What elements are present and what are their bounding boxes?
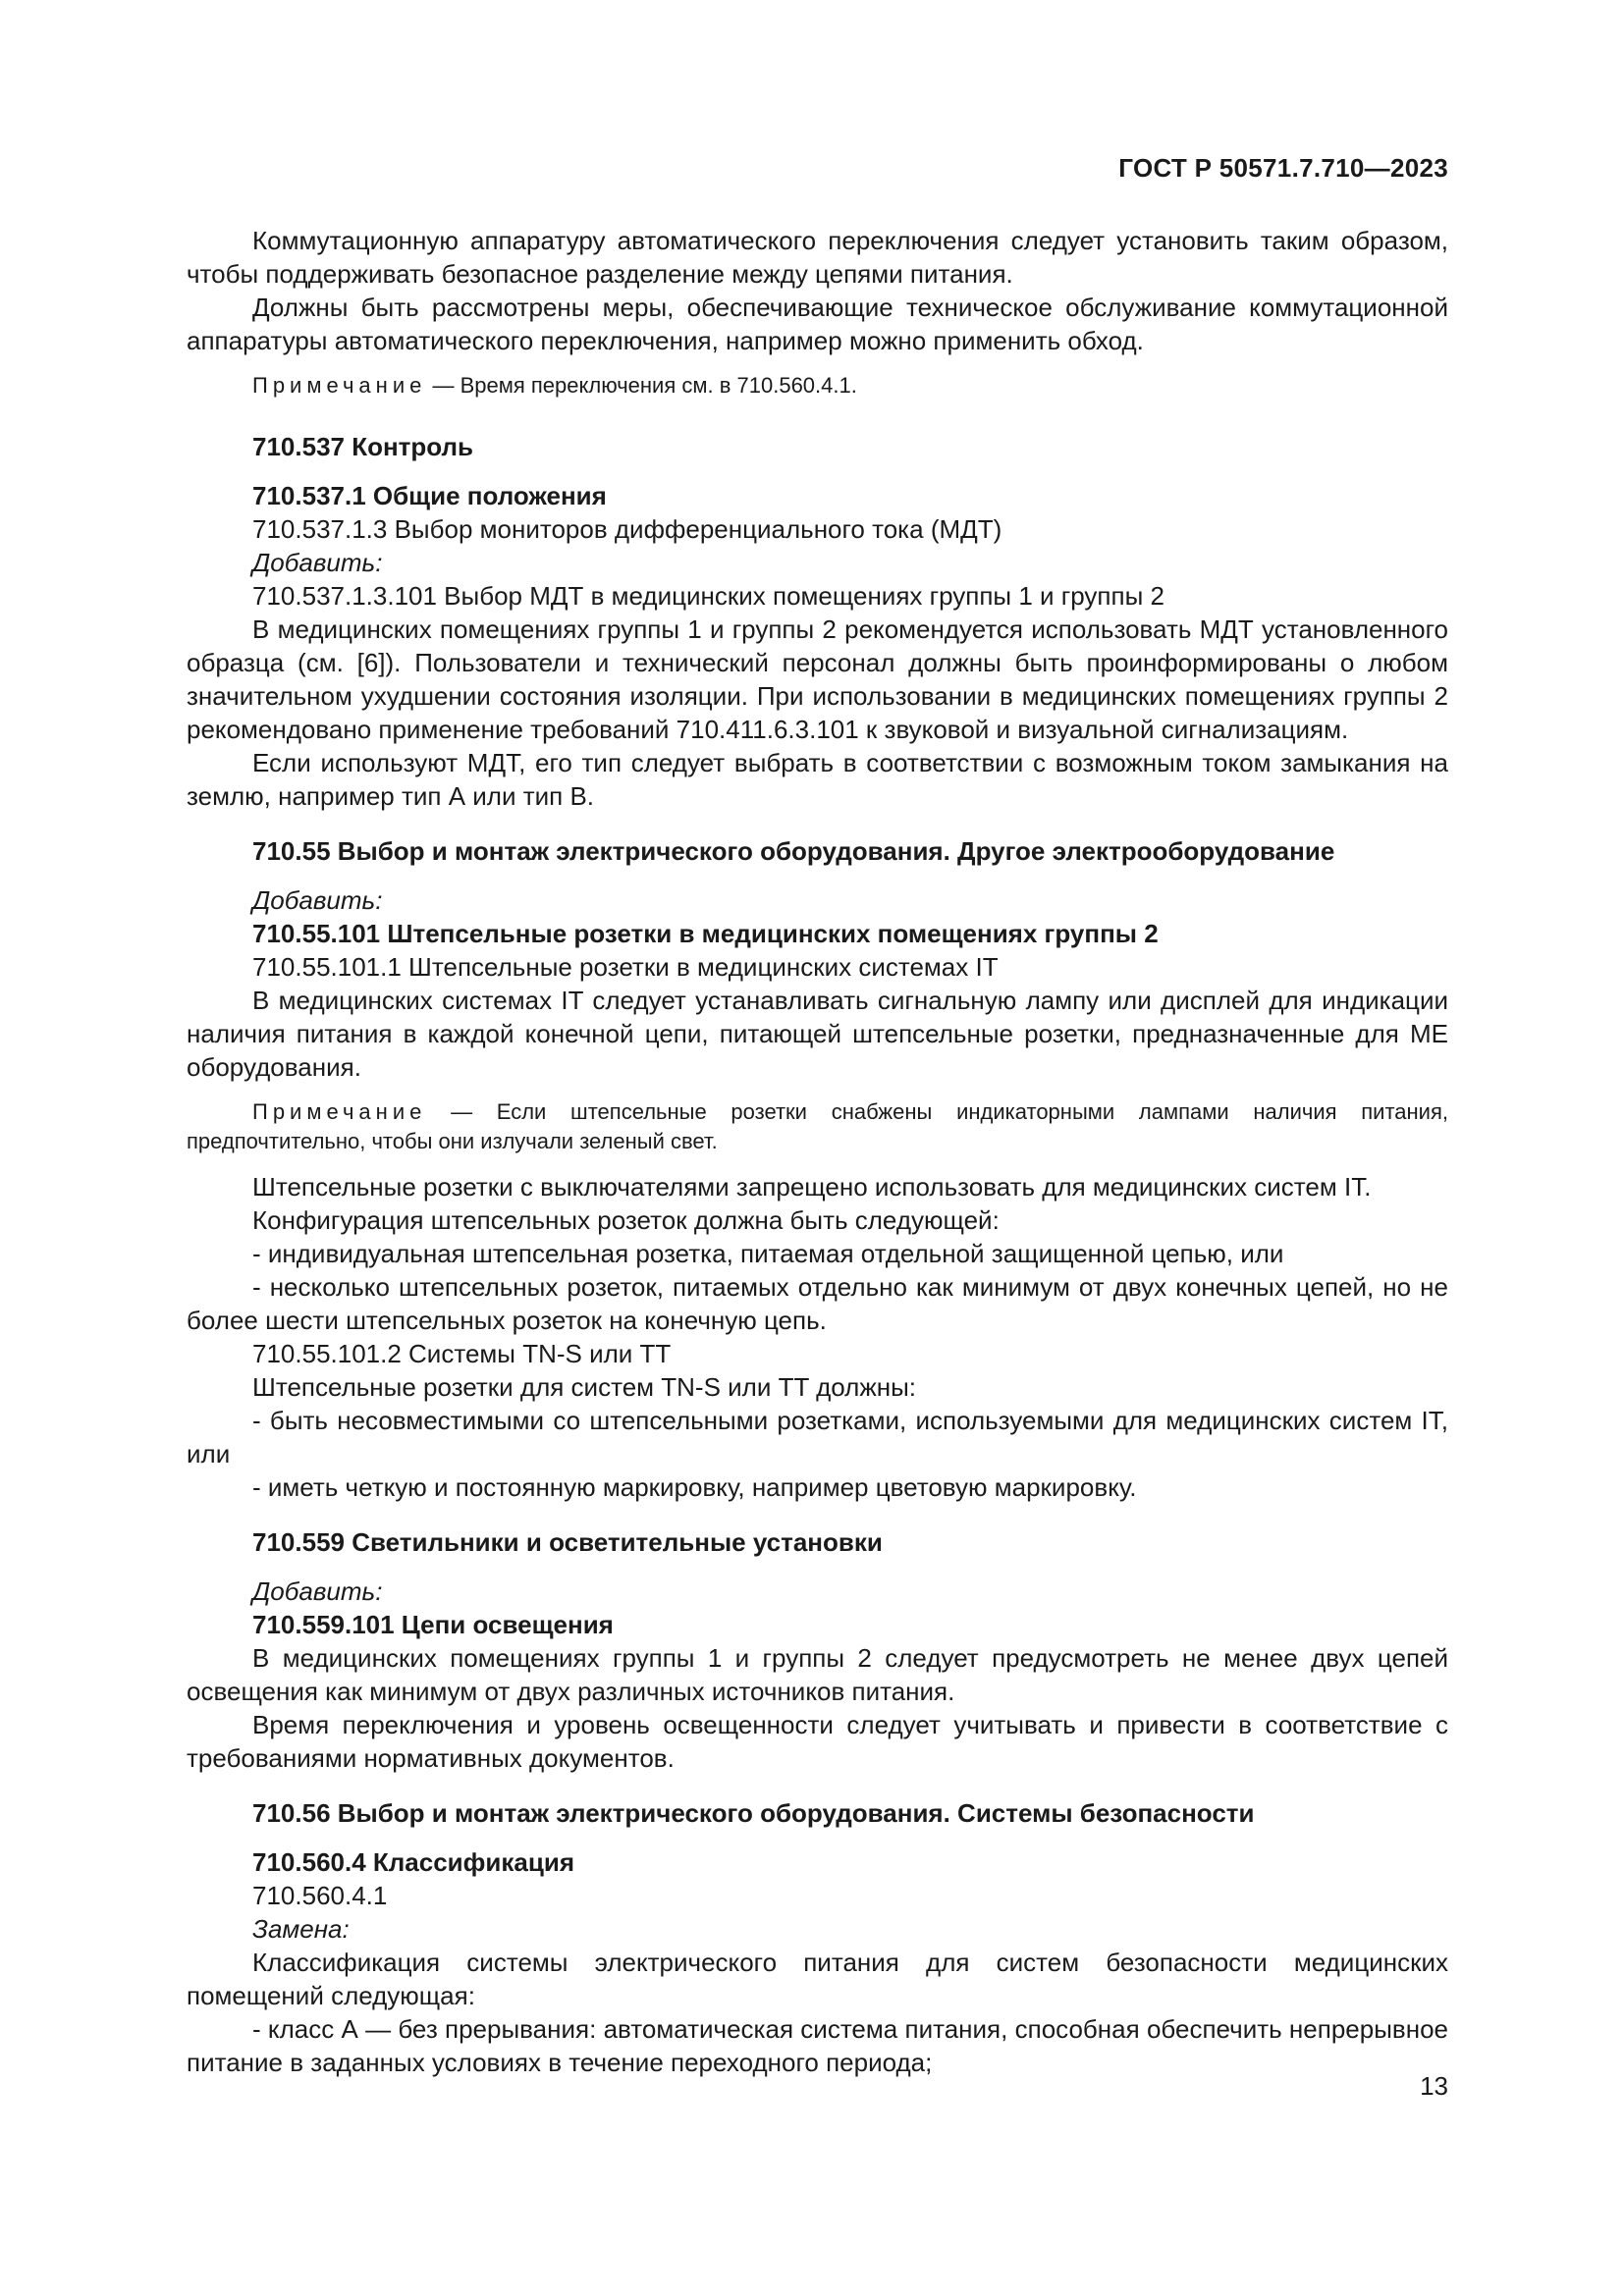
paragraph: Время переключения и уровень освещенности следует учитывать и привести в соответствие с требованиями нормативных документов. [187, 1710, 1448, 1773]
section-heading: 710.55.101 Штепсельные розетки в медицинских помещениях группы 2 [252, 919, 1159, 948]
amendment-label: Добавить: [252, 548, 383, 577]
subsection-title: 710.55.101.2 Системы TN-S или TT [252, 1339, 672, 1368]
document-id: ГОСТ Р 50571.7.710—2023 [1118, 153, 1448, 183]
subsection-title: 710.537.1.3.101 Выбор МДТ в медицинских помещениях группы 1 и группы 2 [252, 581, 1164, 611]
list-item: - индивидуальная штепсельная розетка, питаемая отдельной защищенной цепью, или [252, 1239, 1284, 1268]
section-heading: 710.559 Светильники и осветительные установки [252, 1527, 883, 1557]
subsection-title: 710.55.101.1 Штепсельные розетки в медицинских системах IT [252, 952, 999, 982]
list-item: - иметь четкую и постоянную маркировку, например цветовую маркировку. [252, 1472, 1137, 1502]
amendment-label: Добавить: [252, 1576, 383, 1606]
paragraph: Классификация системы электрического питания для систем безопасности медицинских помещений следующая: [187, 1948, 1448, 2010]
paragraph: В медицинских помещениях группы 1 и группы 2 рекомендуется использовать МДТ установленного образца (см. [6]). Пользователи и технический персонал должны быть проинформированы о любом значительном ухудшении состояния изоляции. При использовании в медицинских помещениях группы 2 рекомендовано применение требований 710.411.6.3.101 к звуковой и визуальной сигнализациям. [187, 614, 1448, 744]
section-heading: 710.559.101 Цепи освещения [252, 1610, 614, 1639]
paragraph: Коммутационную аппаратуру автоматического переключения следует установить таким образом, чтобы поддерживать безопасное разделение между цепями питания. [187, 226, 1448, 289]
list-item: - быть несовместимыми со штепсельными розетками, используемыми для медицинских систем IT, или [187, 1406, 1448, 1468]
paragraph: Должны быть рассмотрены меры, обеспечивающие техническое обслуживание коммутационной аппаратуры автоматического переключения, например можно применить обход. [187, 293, 1448, 355]
note-text: — Время переключения см. в 710.560.4.1. [426, 373, 857, 398]
subsection-title: 710.537.1.3 Выбор мониторов дифференциального тока (МДТ) [252, 514, 1002, 544]
paragraph: Штепсельные розетки для систем TN-S или TT должны: [252, 1372, 916, 1402]
list-item: - класс А — без прерывания: автоматическая система питания, способная обеспечить непрерывное питание в заданных условиях в течение переходного периода; [187, 2014, 1448, 2077]
section-heading: 710.537 Контроль [252, 432, 474, 461]
note-text: — Если штепсельные розетки снабжены индикаторными лампами наличия питания, предпочтительно, чтобы они излучали зеленый свет. [187, 1099, 1448, 1153]
note-label: Примечание [252, 1099, 427, 1124]
list-item: - несколько штепсельных розеток, питаемых отдельно как минимум от двух конечных цепей, но не более шести штепсельных розеток на конечную цепь. [187, 1272, 1448, 1335]
note-label: Примечание [252, 373, 427, 398]
amendment-label: Добавить: [252, 885, 383, 915]
paragraph: Если используют МДТ, его тип следует выбрать в соответствии с возможным током замыкания на землю, например тип А или тип В. [187, 748, 1448, 811]
note [187, 1097, 1448, 1156]
section-heading: 710.537.1 Общие положения [252, 481, 607, 510]
amendment-label: Замена: [252, 1914, 350, 1944]
paragraph: В медицинских системах IT следует устанавливать сигнальную лампу или дисплей для индикации наличия питания в каждой конечной цепи, питающей штепсельные розетки, предназначенные для МЕ оборудования. [187, 986, 1448, 1082]
section-heading: 710.56 Выбор и монтаж электрического оборудования. Системы безопасности [252, 1798, 1255, 1828]
section-heading: 710.560.4 Классификация [252, 1847, 574, 1877]
paragraph: Штепсельные розетки с выключателями запрещено использовать для медицинских систем IT. [252, 1172, 1372, 1201]
paragraph: В медицинских помещениях группы 1 и группы 2 следует предусмотреть не менее двух цепей освещения как минимум от двух различных источников питания. [187, 1643, 1448, 1706]
note [187, 371, 1448, 400]
page-number: 13 [1420, 2071, 1448, 2101]
section-heading: 710.55 Выбор и монтаж электрического оборудования. Другое электрооборудование [252, 836, 1335, 866]
document-page [187, 0, 1448, 2296]
subsection-title: 710.560.4.1 [252, 1881, 388, 1910]
document-body [187, 224, 1448, 2079]
paragraph: Конфигурация штепсельных розеток должна быть следующей: [252, 1205, 1000, 1235]
